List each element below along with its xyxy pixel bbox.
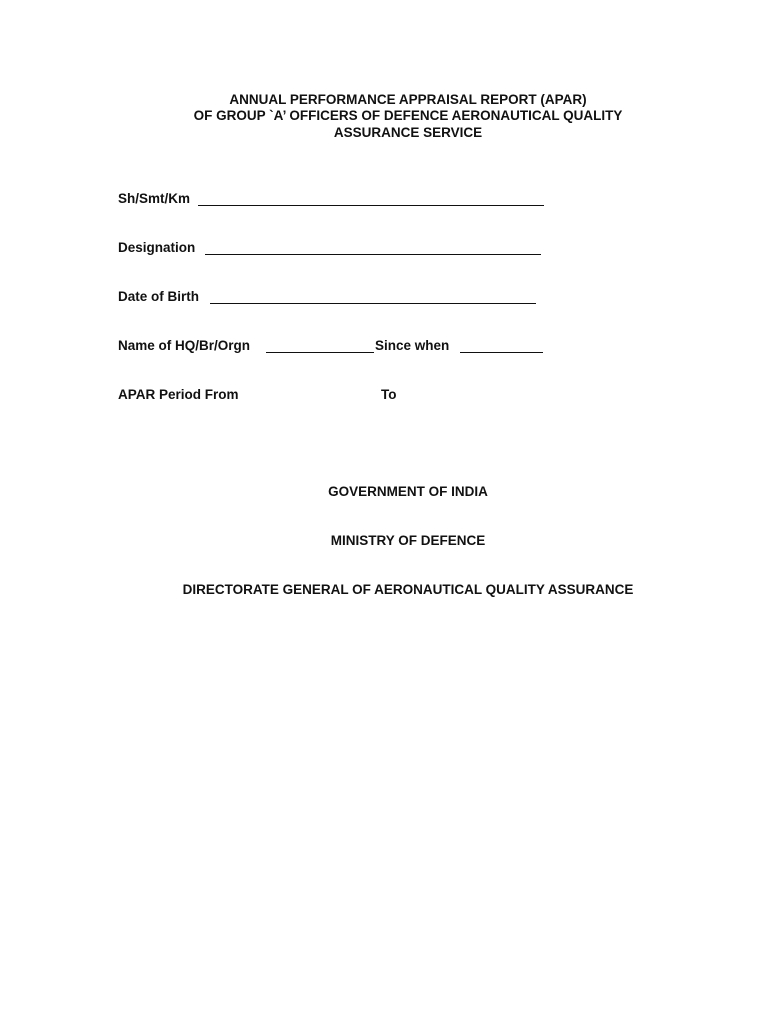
dob-field[interactable]	[210, 289, 536, 304]
period-to-label: To	[381, 387, 397, 402]
hq-label: Name of HQ/Br/Orgn	[118, 338, 251, 353]
name-label: Sh/Smt/Km	[118, 191, 191, 206]
title-line-1: ANNUAL PERFORMANCE APPRAISAL REPORT (APAR)	[229, 92, 587, 107]
name-field[interactable]	[198, 191, 544, 206]
hq-field[interactable]	[266, 338, 374, 353]
government-heading: GOVERNMENT OF INDIA	[328, 484, 488, 499]
since-when-label: Since when	[375, 338, 450, 353]
title-line-2: OF GROUP `A’ OFFICERS OF DEFENCE AERONAUTICAL QUALITY	[193, 108, 623, 123]
ministry-heading: MINISTRY OF DEFENCE	[330, 533, 486, 548]
designation-field[interactable]	[205, 240, 541, 255]
designation-label: Designation	[118, 240, 196, 255]
dob-label: Date of Birth	[118, 289, 199, 304]
since-when-field[interactable]	[460, 338, 543, 353]
title-line-3: ASSURANCE SERVICE	[333, 125, 483, 140]
directorate-heading: DIRECTORATE GENERAL OF AERONAUTICAL QUALITY ASSURANCE	[182, 582, 634, 597]
period-from-label: APAR Period From	[118, 387, 239, 402]
